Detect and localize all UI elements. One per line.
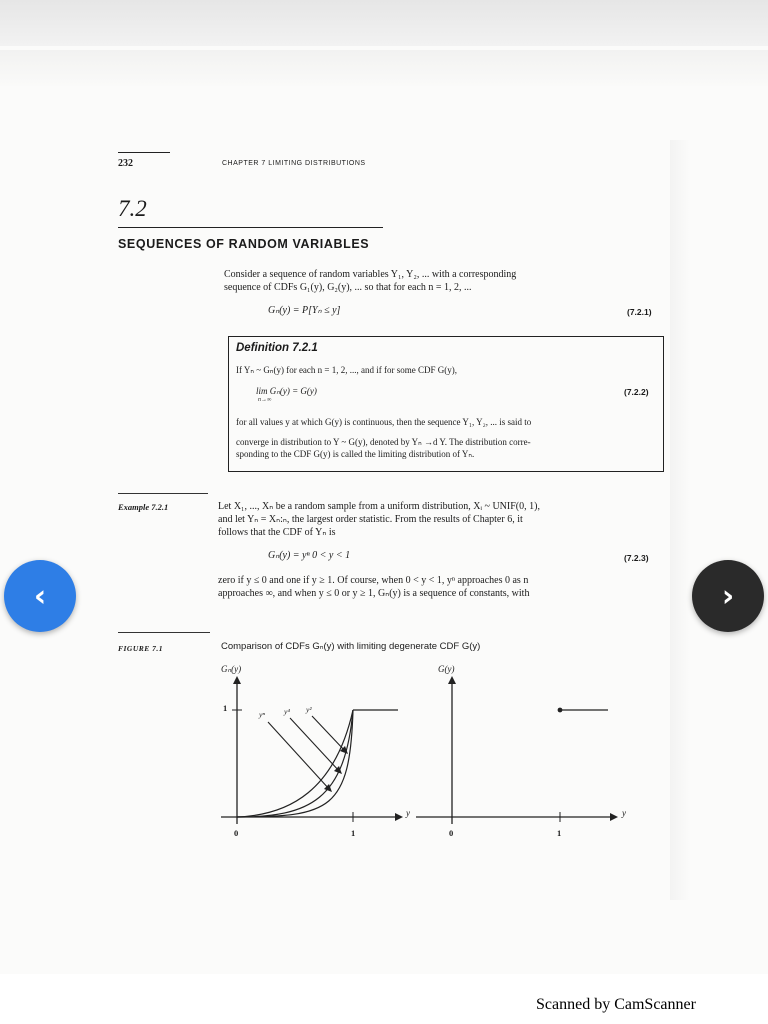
- right-x-label: y: [622, 808, 626, 818]
- example-line: approaches ∞, and when y ≤ 0 or y ≥ 1, Gₙ(y) is a sequence of constants, with: [218, 588, 530, 599]
- example-line: Let X₁, ..., Xₙ be a random sample from a uniform distribution, Xᵢ ~ UNIF(0, 1),: [218, 501, 540, 512]
- equation-number: (7.2.3): [624, 553, 649, 563]
- right-x-one-tick-label: 1: [557, 828, 562, 838]
- left-y-arrow: [233, 676, 241, 684]
- left-x-label: y: [406, 808, 410, 818]
- left-x-arrow: [395, 813, 403, 821]
- definition-equation: lim Gₙ(y) = G(y): [256, 386, 317, 396]
- zero-tick-label: 0: [234, 828, 239, 838]
- limit-subscript: n→∞: [258, 397, 272, 403]
- definition-title: Definition 7.2.1: [236, 342, 318, 354]
- curve-label: yⁿ: [259, 710, 265, 719]
- definition-line: If Yₙ ~ Gₙ(y) for each n = 1, 2, ..., and if for some CDF G(y),: [236, 365, 457, 375]
- previous-page-button[interactable]: [4, 560, 76, 632]
- right-y-arrow: [448, 676, 456, 684]
- curve-y-n: [237, 710, 353, 817]
- definition-line: for all values y at which G(y) is continuous, then the sequence Y₁, Y₂, ... is said to: [236, 417, 532, 427]
- example-line: zero if y ≤ 0 and one if y ≥ 1. Of course, when 0 < y < 1, yⁿ approaches 0 as n: [218, 575, 529, 586]
- camscanner-watermark: Scanned by CamScanner: [536, 996, 696, 1013]
- intro-line: sequence of CDFs G₁(y), G₂(y), ... so that for each n = 1, 2, ...: [224, 282, 472, 293]
- one-tick-label: 1: [223, 703, 228, 713]
- left-y-label: Gₙ(y): [221, 664, 242, 674]
- definition-line: sponding to the CDF G(y) is called the limiting distribution of Yₙ.: [236, 449, 475, 459]
- equation-number: (7.2.1): [627, 307, 652, 317]
- intro-line: Consider a sequence of random variables Y₁, Y₂, ... with a corresponding: [224, 269, 517, 280]
- right-y-label: G(y): [438, 664, 455, 674]
- equation-7-2-3: Gₙ(y) = yⁿ 0 < y < 1: [268, 550, 351, 561]
- right-step-point: [558, 708, 563, 713]
- running-head: CHAPTER 7 LIMITING DISTRIBUTIONS: [222, 160, 366, 167]
- right-x-arrow: [610, 813, 618, 821]
- curve-y-squared: [237, 710, 353, 817]
- page-number: 232: [118, 158, 133, 169]
- label-arrow: [268, 722, 330, 790]
- curve-label: y⁴: [284, 707, 290, 716]
- equation-7-2-1: Gₙ(y) = P[Yₙ ≤ y]: [268, 305, 341, 316]
- equation-number: (7.2.2): [624, 387, 649, 397]
- next-page-button[interactable]: [692, 560, 764, 632]
- x-one-tick-label: 1: [351, 828, 356, 838]
- curve-y-fourth: [237, 710, 353, 817]
- chevron-left-icon: ‹: [33, 578, 47, 614]
- section-number: 7.2: [118, 196, 147, 221]
- definition-line: converge in distribution to Y ~ G(y), denoted by Yₙ →d Y. The distribution corre-: [236, 437, 531, 447]
- curve-label: y²: [306, 705, 312, 714]
- figure-label: FIGURE 7.1: [118, 644, 164, 653]
- example-line: follows that the CDF of Yₙ is: [218, 527, 336, 538]
- example-label: Example 7.2.1: [118, 502, 169, 512]
- example-line: and let Yₙ = Xₙ:ₙ, the largest order statistic. From the results of Chapter 6, it: [218, 514, 523, 525]
- label-arrow: [290, 718, 340, 772]
- figure-caption: Comparison of CDFs Gₙ(y) with limiting degenerate CDF G(y): [221, 641, 481, 652]
- right-zero-tick-label: 0: [449, 828, 454, 838]
- chevron-right-icon: ›: [721, 578, 735, 614]
- section-title: SEQUENCES OF RANDOM VARIABLES: [118, 237, 370, 251]
